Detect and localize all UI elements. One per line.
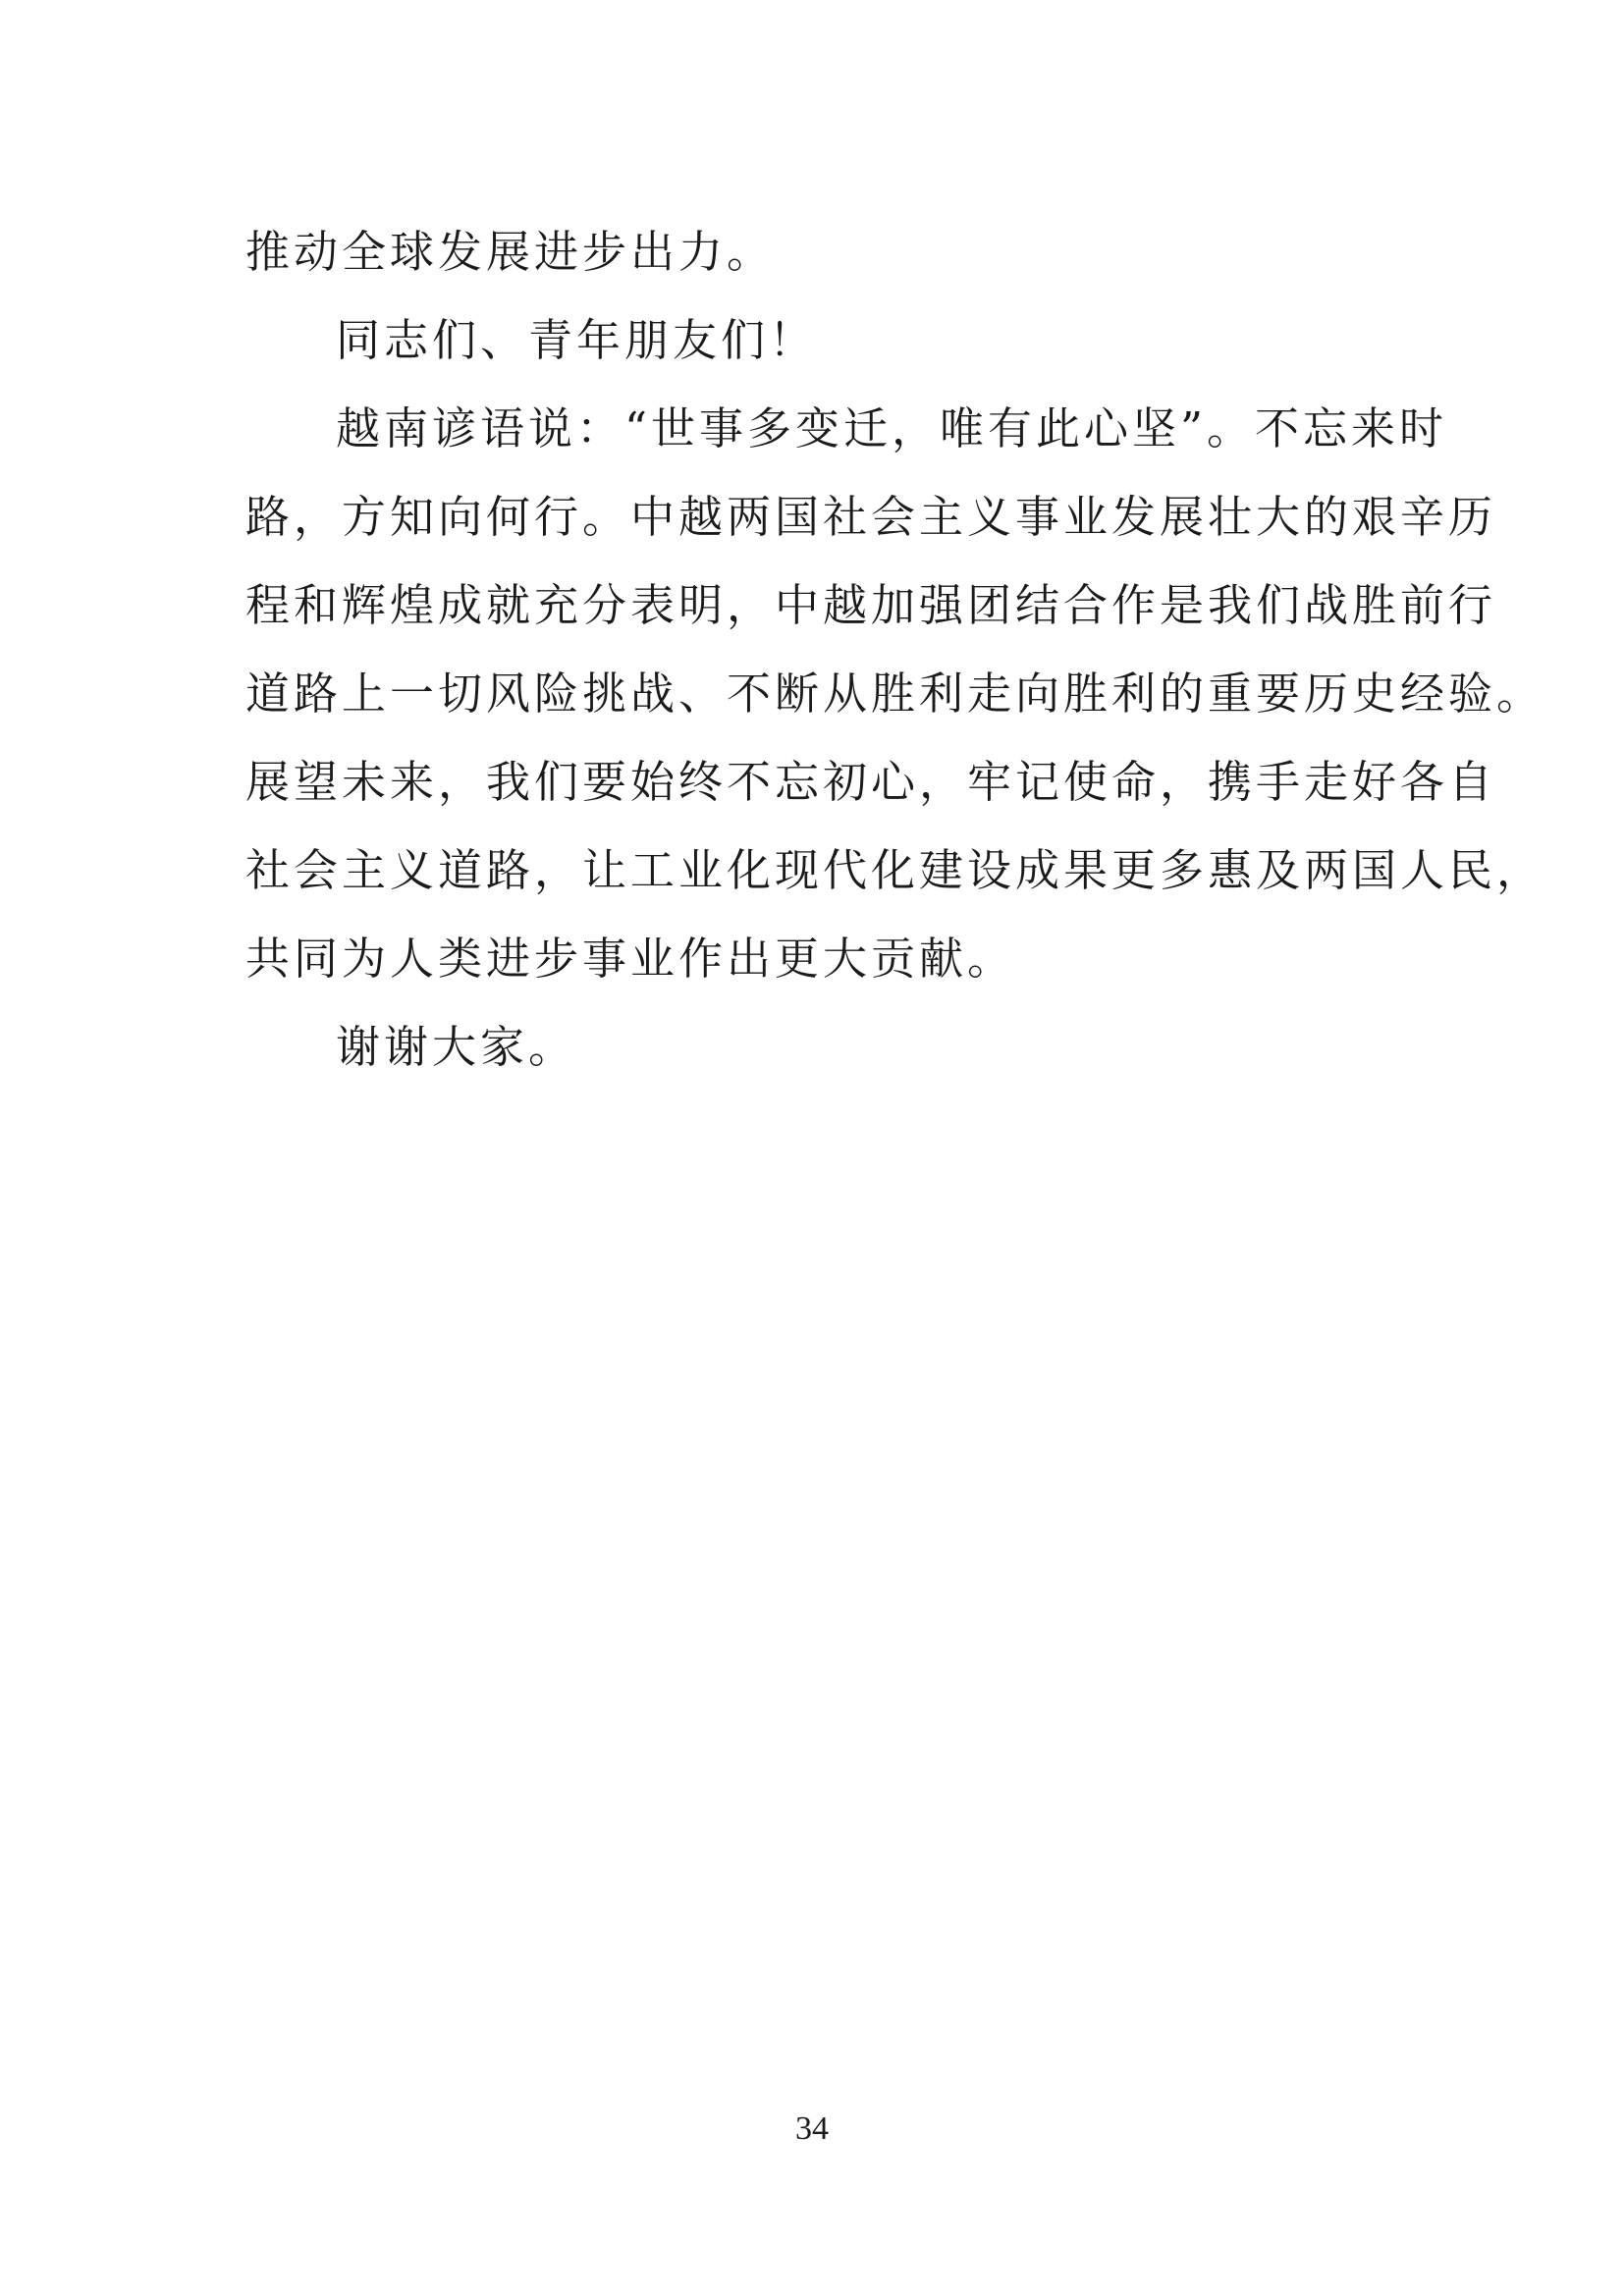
- body-text: [245, 208, 1545, 1092]
- text-line: 社会主义道路，让工业化现代化建设成果更多惠及两国人民，: [245, 844, 1545, 896]
- page-number: 34: [795, 2110, 829, 2147]
- text-line: 共同为人类进步事业作出更大贡献。: [245, 933, 1016, 985]
- closing-line: 谢谢大家。: [336, 1021, 577, 1073]
- text-line: 路，方知向何行。中越两国社会主义事业发展壮大的艰辛历: [245, 491, 1497, 543]
- paragraph-start-line: 越南谚语说：“世事多变迁，唯有此心坚”。不忘来时: [336, 402, 1448, 454]
- text-line: 推动全球发展进步出力。: [245, 226, 776, 278]
- text-line: 展望未来，我们要始终不忘初心，牢记使命，携手走好各自: [245, 756, 1497, 808]
- text-line: 道路上一切风险挑战、不断从胜利走向胜利的重要历史经验。: [245, 667, 1545, 720]
- text-line: 程和辉煌成就充分表明，中越加强团结合作是我们战胜前行: [245, 579, 1497, 631]
- salutation-line: 同志们、青年朋友们！: [336, 314, 818, 366]
